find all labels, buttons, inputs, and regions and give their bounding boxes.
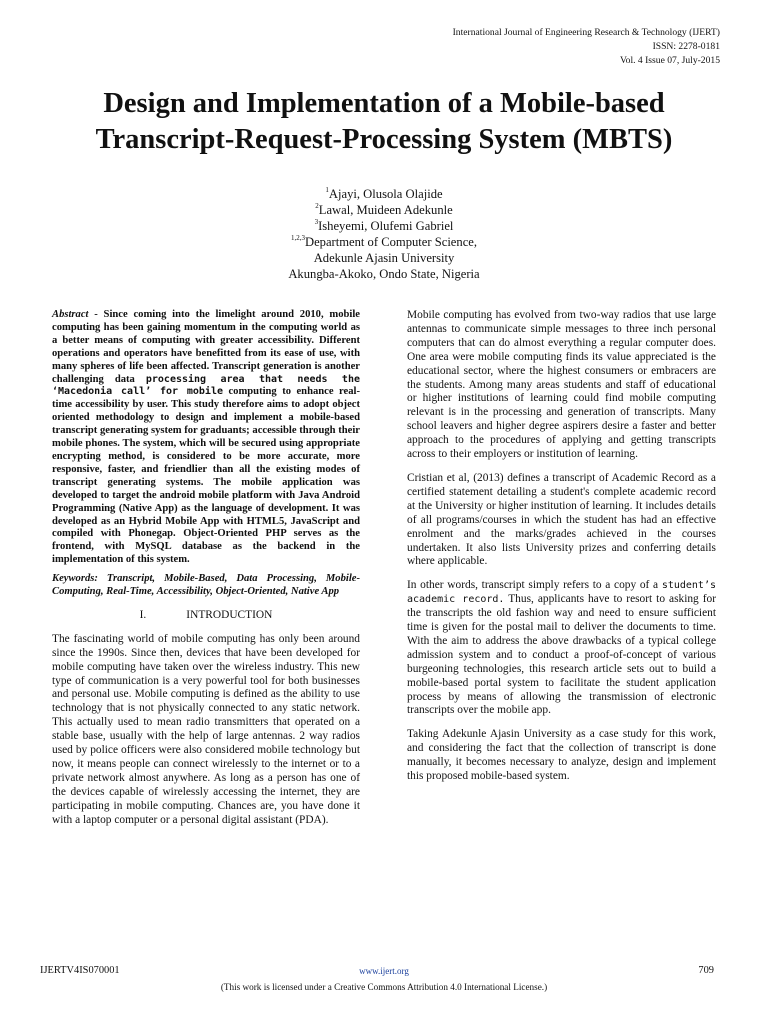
- keywords-list: Transcript, Mobile-Based, Data Processing, Mobile-Computing, Real-Time, Accessibility, Object-Oriented, Native App: [52, 573, 360, 598]
- title-line-1: Design and Implementation of a Mobile-based: [103, 88, 665, 119]
- author-3: $^3$Isheyemi, Olufemi Gabriel: [314, 218, 454, 233]
- author-block: [184, 186, 584, 282]
- footer-website-link[interactable]: www.ijert.org: [359, 966, 409, 976]
- student-record-phrase: student’s academic record.: [407, 580, 716, 606]
- journal-name: International Journal of Engineering Research & Technology (IJERT): [452, 27, 720, 38]
- abstract-text-mono: processing area that needs the ‘Macedonia call’ for mobile: [52, 373, 360, 398]
- paragraph-other-words: In other words, transcript simply refers to a copy of a student’s academic record. Thus, applicants have to resort to asking for the transcripts the old fashion way and need to ensure sufficient time is given for the postal mail to deliver the documents to time. With the aim to address the above drawbacks of a typical college admission system and to conduct a proof-of-concept of various burgeoning technologies, this research article sets out to build a mobile-based portal system to facilitate the student application process by means of allowing the transmission of electronic transcripts over the mobile app.: [407, 579, 717, 717]
- affiliation-university: Adekunle Ajasin University: [313, 251, 455, 265]
- affiliation-department: $^{1,2,3}$Department of Computer Science,: [290, 234, 478, 249]
- section-heading-introduction: [52, 609, 360, 623]
- keywords-label: Keywords:: [52, 573, 98, 585]
- affiliation-location: Akungba-Akoko, Ondo State, Nigeria: [288, 267, 480, 281]
- license-note: (This work is licensed under a Creative Commons Attribution 4.0 International License.): [220, 982, 548, 992]
- abstract-text-1: - Since coming into the limelight around 2010, mobile computing has been gaining momentum in the computing world as a better means of computing with greater accessibility. Different operations and operators have benefitted from its ease of use, with many spheres of life been affected. Transcript generation is another challenging data: [52, 309, 360, 385]
- intro-paragraph: The fascinating world of mobile computing has only been around since the 1990s. Since then, devices that have been developed for mobile computing have taken over the wireless industry. This new type of communication is a very powerful tool for both businesses and personal use. Mobile computing is defined as the ability to use technology that is not physically connected to any static network. This actually used to mean radio transmitters that operated on a stable base, usually with the help of large antennas. 2 way radios used by police officers were also considered mobile technology but now, it means people can connect wirelessly to the internet or to a private network almost anywhere. As long as a person has one of the devices capable of wirelessly accessing the internet, they are participating in mobile computing. Chances are, you have done it with a laptop computer or a personal digital assistant (PDA).: [52, 632, 360, 826]
- paper-title: [40, 86, 728, 158]
- paragraph-case-study: Taking Adekunle Ajasin University as a case study for this work, and considering the fact that the collection of transcript is done manually, it becomes necessary to analyze, design and implement this proposed mobile-based system.: [407, 728, 716, 783]
- running-header: [453, 26, 720, 68]
- author-2: $^2$Lawal, Muideen Adekunle: [315, 202, 453, 217]
- title-line-2: Transcript-Request-Processing System (MBTS): [95, 124, 673, 155]
- keywords: [52, 573, 360, 599]
- abstract-text-2: computing to enhance real-time accessibility by user. This study therefore aims to adopt object oriented methodology to design and implement a mobile-based transcript generating system for graduants; accessible through their mobile phones. The system, which will be secured using appropriate encrypting method, is considered to be more accurate, more responsive, faster, and friendlier than all the existing modes of transcript generating systems. The mobile application was developed to target the android mobile platform with Java Android Programming (Native App) as the language of development. It was developed as an Hybrid Mobile App with HTML5, JavaScript and compiled with Phonegap. Object-Oriented PHP serves as the frontend, with MySQL database as the backend in the implementation of this system.: [52, 386, 360, 566]
- left-column: [52, 309, 360, 838]
- section-title: INTRODUCTION: [186, 608, 273, 621]
- section-number: I.: [139, 608, 147, 621]
- volume-issue: Vol. 4 Issue 07, July-2015: [619, 55, 720, 66]
- right-column: [407, 309, 716, 794]
- issn: ISSN: 2278-0181: [652, 41, 720, 52]
- author-1: $^1$Ajayi, Olusola Olajide: [325, 186, 443, 201]
- abstract: [52, 309, 360, 567]
- page-number: 709: [698, 965, 714, 976]
- paragraph-mobile-evolution: Mobile computing has evolved from two-way radios that use large antennas to communicate simple messages to three inch personal computers that can do almost everything a regular computer does. One area were mobile computing finds its value appreciated is the educational sector, where the highest consumers or embracers are the students. Among many areas students and staff of educational or higher institutions of learning could find mobile computing relevant is in the processing and generation of transcripts. Many school leavers and higher degree aspirers desire a faster and better approach to the procedures of applying and getting transcripts across to their employers or institution of learning.: [407, 309, 716, 461]
- footer-paper-id: IJERTV4IS070001: [40, 965, 120, 976]
- abstract-label: Abstract: [52, 309, 89, 320]
- paragraph-transcript-definition: Cristian et al, (2013) defines a transcript of Academic Record as a certified statement detailing a student's complete academic record at the University or higher institution of learning. It includes details of all programs/courses in which the student has had an effective enrolment and the marks/grades achieved in the courses undertaken. It also lists University prizes and conferring details where applicable.: [407, 471, 716, 568]
